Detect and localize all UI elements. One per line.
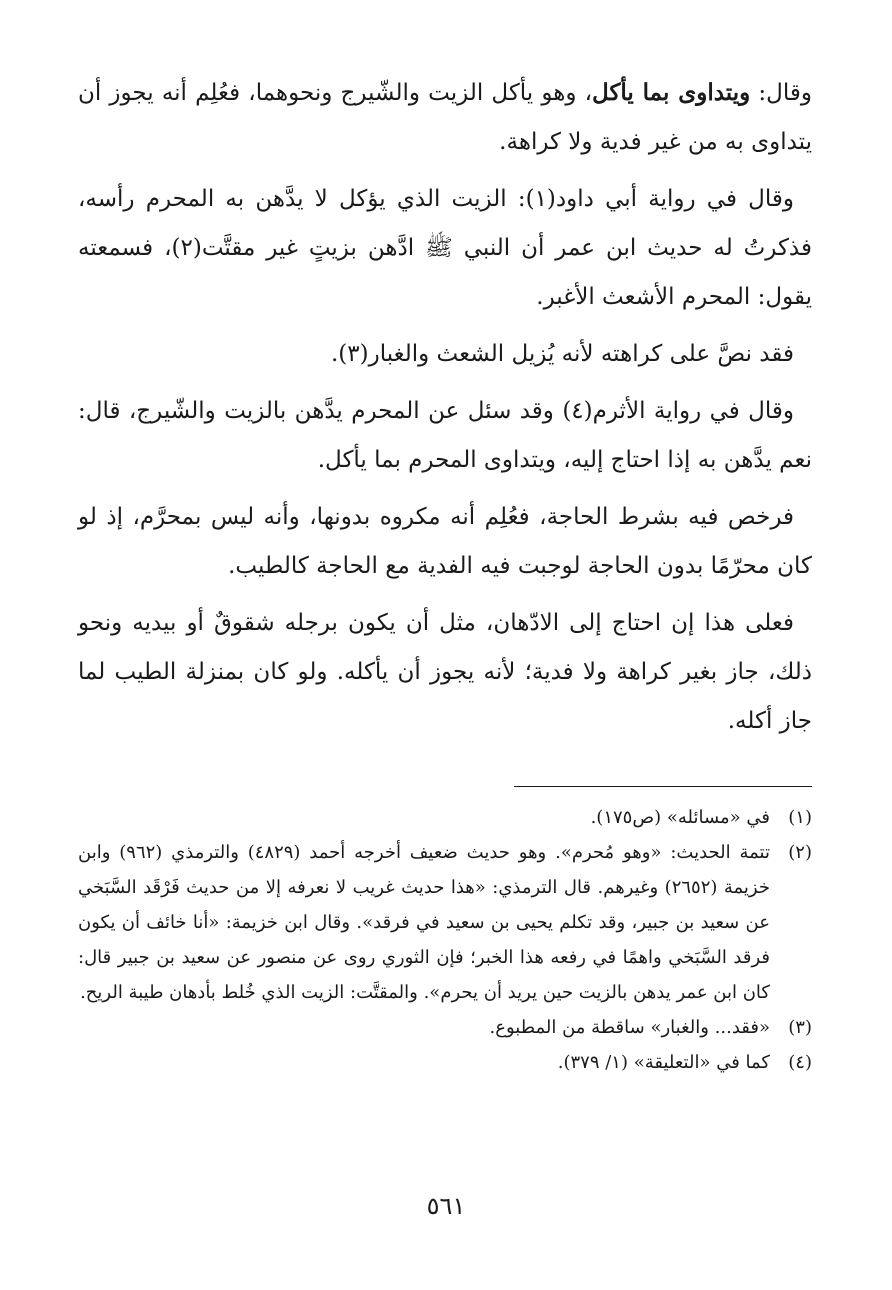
footnote: [78, 835, 812, 1010]
quoted-phrase: ويتداوى بما يأكل: [592, 79, 751, 106]
paragraph-1-rest: ، وهو يأكل الزيت والشّيرج ونحوهما، فعُلِم أنه يجوز أن يتداوى به من غير فدية ولا كراهة.: [78, 80, 812, 155]
footnote: [78, 1010, 812, 1045]
paragraph-2: وقال في رواية أبي داود(١): الزيت الذي يؤكل لا يدَّهن به المحرم رأسه، فذكرتُ له حديث ابن عمر أن النبي ﷺ ادَّهن بزيتٍ غير مقتَّت(٢)، فسمعته يقول: المحرم الأشعث الأغبر.: [78, 186, 812, 310]
paragraph-4: وقال في رواية الأثرم(٤) وقد سئل عن المحرم يدَّهن بالزيت والشّيرج، قال: نعم يدَّهن به إذا احتاج إليه، ويتداوى المحرم بما يأكل.: [78, 398, 812, 473]
footnote-number: (٣): [788, 1017, 812, 1038]
paragraph-5: فرخص فيه بشرط الحاجة، فعُلِم أنه مكروه بدونها، وأنه ليس بمحرَّم، إذ لو كان محرّمًا بدون الحاجة لوجبت فيه الفدية مع الحاجة كالطيب.: [78, 504, 812, 579]
footnote-text: «فقد... والغبار» ساقطة من المطبوع.: [489, 1017, 770, 1038]
footnote-number: (٤): [788, 1052, 812, 1073]
paragraph-3: فقد نصَّ على كراهته لأنه يُزيل الشعث والغبار(٣).: [330, 341, 794, 367]
footnote-text: في «مسائله» (ص١٧٥).: [590, 807, 770, 828]
page-number: ٥٦١: [426, 1192, 466, 1220]
footnote-number: (١): [788, 807, 812, 828]
footnote-separator: [514, 786, 812, 787]
paragraph-6: فعلى هذا إن احتاج إلى الادّهان، مثل أن يكون برجله شقوقٌ أو بيديه ونحو ذلك، جاز بغير كراهة ولا فدية؛ لأنه يجوز أن يأكله. ولو كان بمنزلة الطيب لما جاز أكله.: [78, 610, 812, 734]
footnote-text: تتمة الحديث: «وهو مُحرم». وهو حديث ضعيف أخرجه أحمد (٤٨٢٩) والترمذي (٩٦٢) وابن خزيمة (٢٦٥٢) وغيرهم. قال الترمذي: «هذا حديث غريب لا نعرفه إلا من حديث فَرْقَد السَّبَخي عن سعيد بن جبير، وقد تكلم يحيى بن سعيد في فرقد». وقال ابن خزيمة: «أنا خائف أن يكون فرقد السَّبَخي واهمًا في رفعه هذا الخبر؛ فإن الثوري روى عن منصور عن سعيد بن جبير قال: كان ابن عمر يدهن بالزيت حين يريد أن يحرم». والمقتَّت: الزيت الذي خُلط بأدهان طيبة الريح.: [78, 842, 770, 1003]
main-text: [78, 68, 812, 754]
footnotes: [78, 800, 812, 1080]
paragraph-1-lead: وقال:: [750, 80, 812, 106]
footnote: [78, 800, 812, 835]
paragraph-1: [78, 68, 812, 167]
footnote-text: كما في «التعليقة» (١/ ٣٧٩).: [557, 1052, 770, 1073]
footnote-number: (٢): [788, 842, 812, 863]
footnote: [78, 1045, 812, 1080]
